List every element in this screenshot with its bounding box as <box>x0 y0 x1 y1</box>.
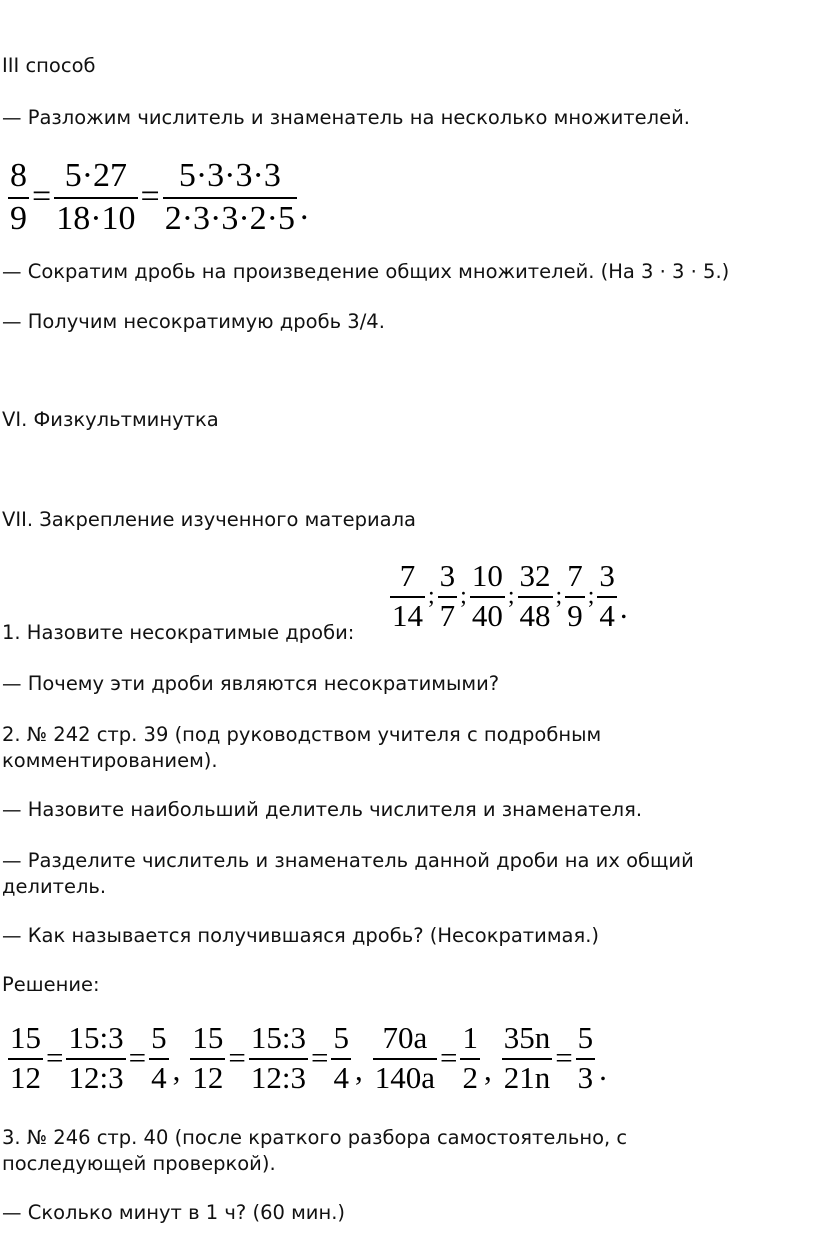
task1-fractions <box>388 560 629 632</box>
fraction <box>149 1022 169 1094</box>
equals-sign: = <box>228 1040 246 1076</box>
question-name-fraction: — Как называется получившаяся дробь? (Несократимая.) <box>2 924 600 947</box>
numerator: 15:3 <box>68 1020 124 1055</box>
fraction-bar <box>54 197 137 199</box>
denominator: 14 <box>392 597 423 633</box>
numerator: 15:3 <box>250 1020 306 1055</box>
separator: , <box>172 1052 181 1088</box>
task1-label: 1. Назовите несократимые дроби: <box>2 621 355 644</box>
denominator: 9 <box>10 199 27 237</box>
fraction <box>373 1022 437 1094</box>
fraction <box>163 158 297 236</box>
fraction <box>190 1022 225 1094</box>
numerator: 5 <box>577 1020 594 1055</box>
fraction <box>438 560 458 632</box>
denominator: 3 <box>577 1059 594 1095</box>
numerator: 35n <box>503 1020 551 1055</box>
fraction <box>460 1022 480 1094</box>
numerator: 8 <box>10 157 27 194</box>
denominator: 18·10 <box>56 199 136 237</box>
fraction <box>565 560 585 632</box>
section-heading-vi: VI. Физкультминутка <box>2 408 219 431</box>
numerator: 3 <box>599 558 615 593</box>
fraction <box>470 560 505 632</box>
numerator: 15 <box>10 1020 41 1055</box>
task3-line1: 3. № 246 стр. 40 (после краткого разбора самостоятельно, с <box>2 1126 628 1149</box>
equals-sign: = <box>46 1040 64 1076</box>
fraction-bar <box>163 197 297 199</box>
numerator: 15 <box>192 1020 224 1055</box>
numerator: 5 <box>151 1020 167 1055</box>
separator: ; <box>587 582 595 609</box>
equals-sign: = <box>140 178 160 216</box>
fraction-bar <box>8 197 29 199</box>
numerator: 32 <box>519 558 551 593</box>
fraction <box>66 1022 125 1094</box>
denominator: 12:3 <box>250 1059 306 1095</box>
period: . <box>599 1052 607 1088</box>
fraction <box>390 560 425 632</box>
question-divide-line1: — Разделите числитель и знаменатель данной дроби на их общий <box>2 849 694 872</box>
separator: , <box>483 1052 492 1088</box>
fraction <box>331 1022 351 1094</box>
question-why-irreducible: — Почему эти дроби являются несократимыми? <box>2 672 500 695</box>
denominator: 9 <box>567 597 583 633</box>
task2-line1: 2. № 242 стр. 39 (под руководством учителя с подробным <box>2 723 602 746</box>
denominator: 12 <box>192 1059 224 1095</box>
numerator: 1 <box>462 1020 478 1055</box>
denominator: 48 <box>519 597 551 633</box>
equals-sign: = <box>128 1040 147 1076</box>
fraction <box>597 560 617 632</box>
fraction <box>249 1022 308 1094</box>
numerator: 70a <box>382 1020 428 1055</box>
separator: , <box>354 1052 363 1088</box>
denominator: 40 <box>471 597 503 633</box>
separator: ; <box>507 582 515 609</box>
method-heading: III способ <box>2 54 96 77</box>
paragraph-result: — Получим несократимую дробь 3/4. <box>2 310 385 333</box>
equals-sign: = <box>439 1040 458 1076</box>
denominator: 12 <box>10 1059 41 1095</box>
numerator: 5·3·3·3 <box>178 157 281 194</box>
period: . <box>300 190 309 228</box>
question-greatest-divisor: — Назовите наибольший делитель числителя и знаменателя. <box>2 798 643 821</box>
equals-sign: = <box>310 1040 329 1076</box>
solution-label: Решение: <box>2 973 100 996</box>
numerator: 3 <box>439 558 456 593</box>
solution-equations <box>6 1022 607 1094</box>
period: . <box>619 590 628 626</box>
fraction <box>502 1022 553 1094</box>
numerator: 7 <box>567 558 583 593</box>
task3-line2: последующей проверкой). <box>2 1152 276 1175</box>
denominator: 2 <box>462 1059 478 1095</box>
equation-factorization <box>6 158 310 236</box>
equals-sign: = <box>555 1040 573 1076</box>
separator: ; <box>555 582 563 609</box>
fraction <box>8 158 29 236</box>
numerator: 7 <box>399 558 416 593</box>
question-minutes: — Сколько минут в 1 ч? (60 мин.) <box>2 1201 346 1224</box>
numerator: 10 <box>471 558 503 593</box>
task2-line2: комментированием). <box>2 749 218 772</box>
paragraph-decompose: — Разложим числитель и знаменатель на несколько множителей. <box>2 106 690 129</box>
denominator: 7 <box>439 597 456 633</box>
question-divide-line2: делитель. <box>2 875 107 898</box>
numerator: 5 <box>333 1020 349 1055</box>
fraction <box>518 560 553 632</box>
denominator: 2·3·3·2·5 <box>164 199 295 237</box>
denominator: 12:3 <box>68 1059 124 1095</box>
denominator: 21n <box>503 1059 551 1095</box>
denominator: 4 <box>599 597 615 633</box>
denominator: 140a <box>374 1059 435 1095</box>
denominator: 4 <box>333 1059 349 1095</box>
separator: ; <box>428 582 435 609</box>
equals-sign: = <box>32 178 52 216</box>
paragraph-reduce: — Сократим дробь на произведение общих множителей. (На 3 · 3 · 5.) <box>2 260 730 283</box>
numerator: 5·27 <box>64 157 128 194</box>
fraction <box>8 1022 43 1094</box>
fraction <box>576 1022 596 1094</box>
section-heading-vii: VII. Закрепление изученного материала <box>2 508 417 531</box>
separator: ; <box>460 582 467 609</box>
fraction <box>54 158 137 236</box>
denominator: 4 <box>151 1059 167 1095</box>
